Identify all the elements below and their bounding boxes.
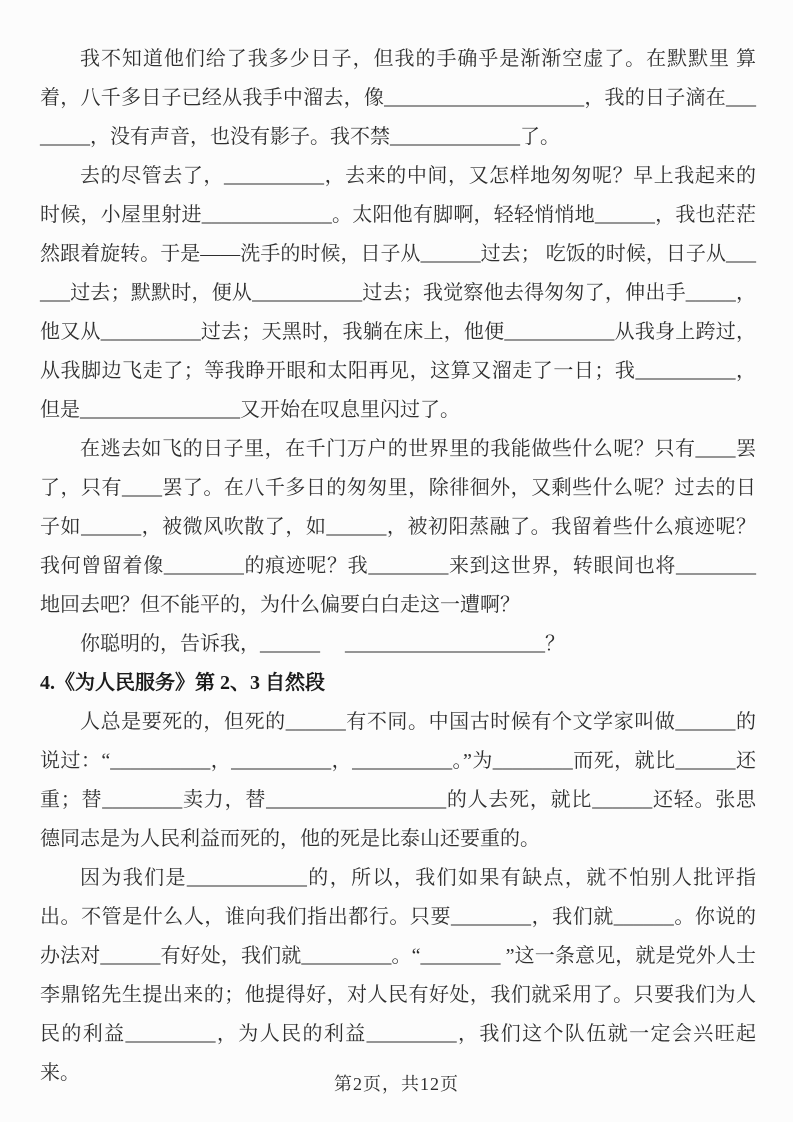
paragraph-days-slipped-away: 我不知道他们给了我多少日子，但我的手确乎是渐渐空虚了。在默默里 算着，八千多日子已经从我手中溜去，像____________________，我的日子滴在________，没有声音，也没有影子。我不禁_____________了。 — [40, 48, 756, 148]
section4-heading: 4.《为人民服务》第 2、3 自然段 — [40, 672, 325, 694]
paragraph-fleeting-days: 在逃去如飞的日子里，在千门万户的世界里的我能做些什么呢？只有____罢了，只有____罢了。在八千多日的匆匆里，除徘徊外，又剩些什么呢？过去的日子如______，被微风吹散了，如______，被初阳蒸融了。我留着些什么痕迹呢？我何曾留着像________的痕迹呢？我________来到这世界，转眼间也将________地回去吧？但不能平的，为什么偏要白白走这一遭啊？ — [40, 438, 756, 616]
paragraph-hurried-days: 去的尽管去了，__________，去来的中间，又怎样地匆匆呢？早上我起来的时候，小屋里射进_____________。太阳他有脚啊，轻轻悄悄地______，我也茫茫然跟着旋转。于是——洗手的时候，日子从______过去； 吃饭的时候，日子从______过去；默默时，便从___________过去；我觉察他去得匆匆了，伸出手_____，他又从__________过去；天黑时，我躺在床上，他便___________从我身上跨过，从我脚边飞走了；等我睁开眼和太阳再见，这算又溜走了一日；我__________，但是________________又开始在叹息里闪过了。 — [40, 165, 756, 421]
paragraph-serve-the-people-1: 人总是要死的，但死的______有不同。中国古时候有个文学家叫做______的说过：“__________，__________，__________。”为________而死，就比______还重；替________卖力，替__________________的人去死，就比______还轻。张思德同志是为人民利益而死的，他的死是比泰山还要重的。 — [40, 711, 756, 850]
paragraph-serve-the-people-2: 因为我们是____________的，所以，我们如果有缺点，就不怕别人批评指出。不管是什么人，谁向我们指出都行。只要________，我们就______。你说的办法对______有好处，我们就_________。“________ ”这一条意见，就是党外人士李鼎铭先生提出来的；他提得好，对人民有好处，我们就采用了。只要我们为人民的利益_________，为人民的利益_________，我们这个队伍就一定会兴旺起来。 — [40, 867, 756, 1084]
paragraph-tell-me-question: 你聪明的，告诉我，______ ____________________？ — [80, 633, 565, 655]
page-number-footer: 第2页，共12页 — [334, 1074, 459, 1094]
